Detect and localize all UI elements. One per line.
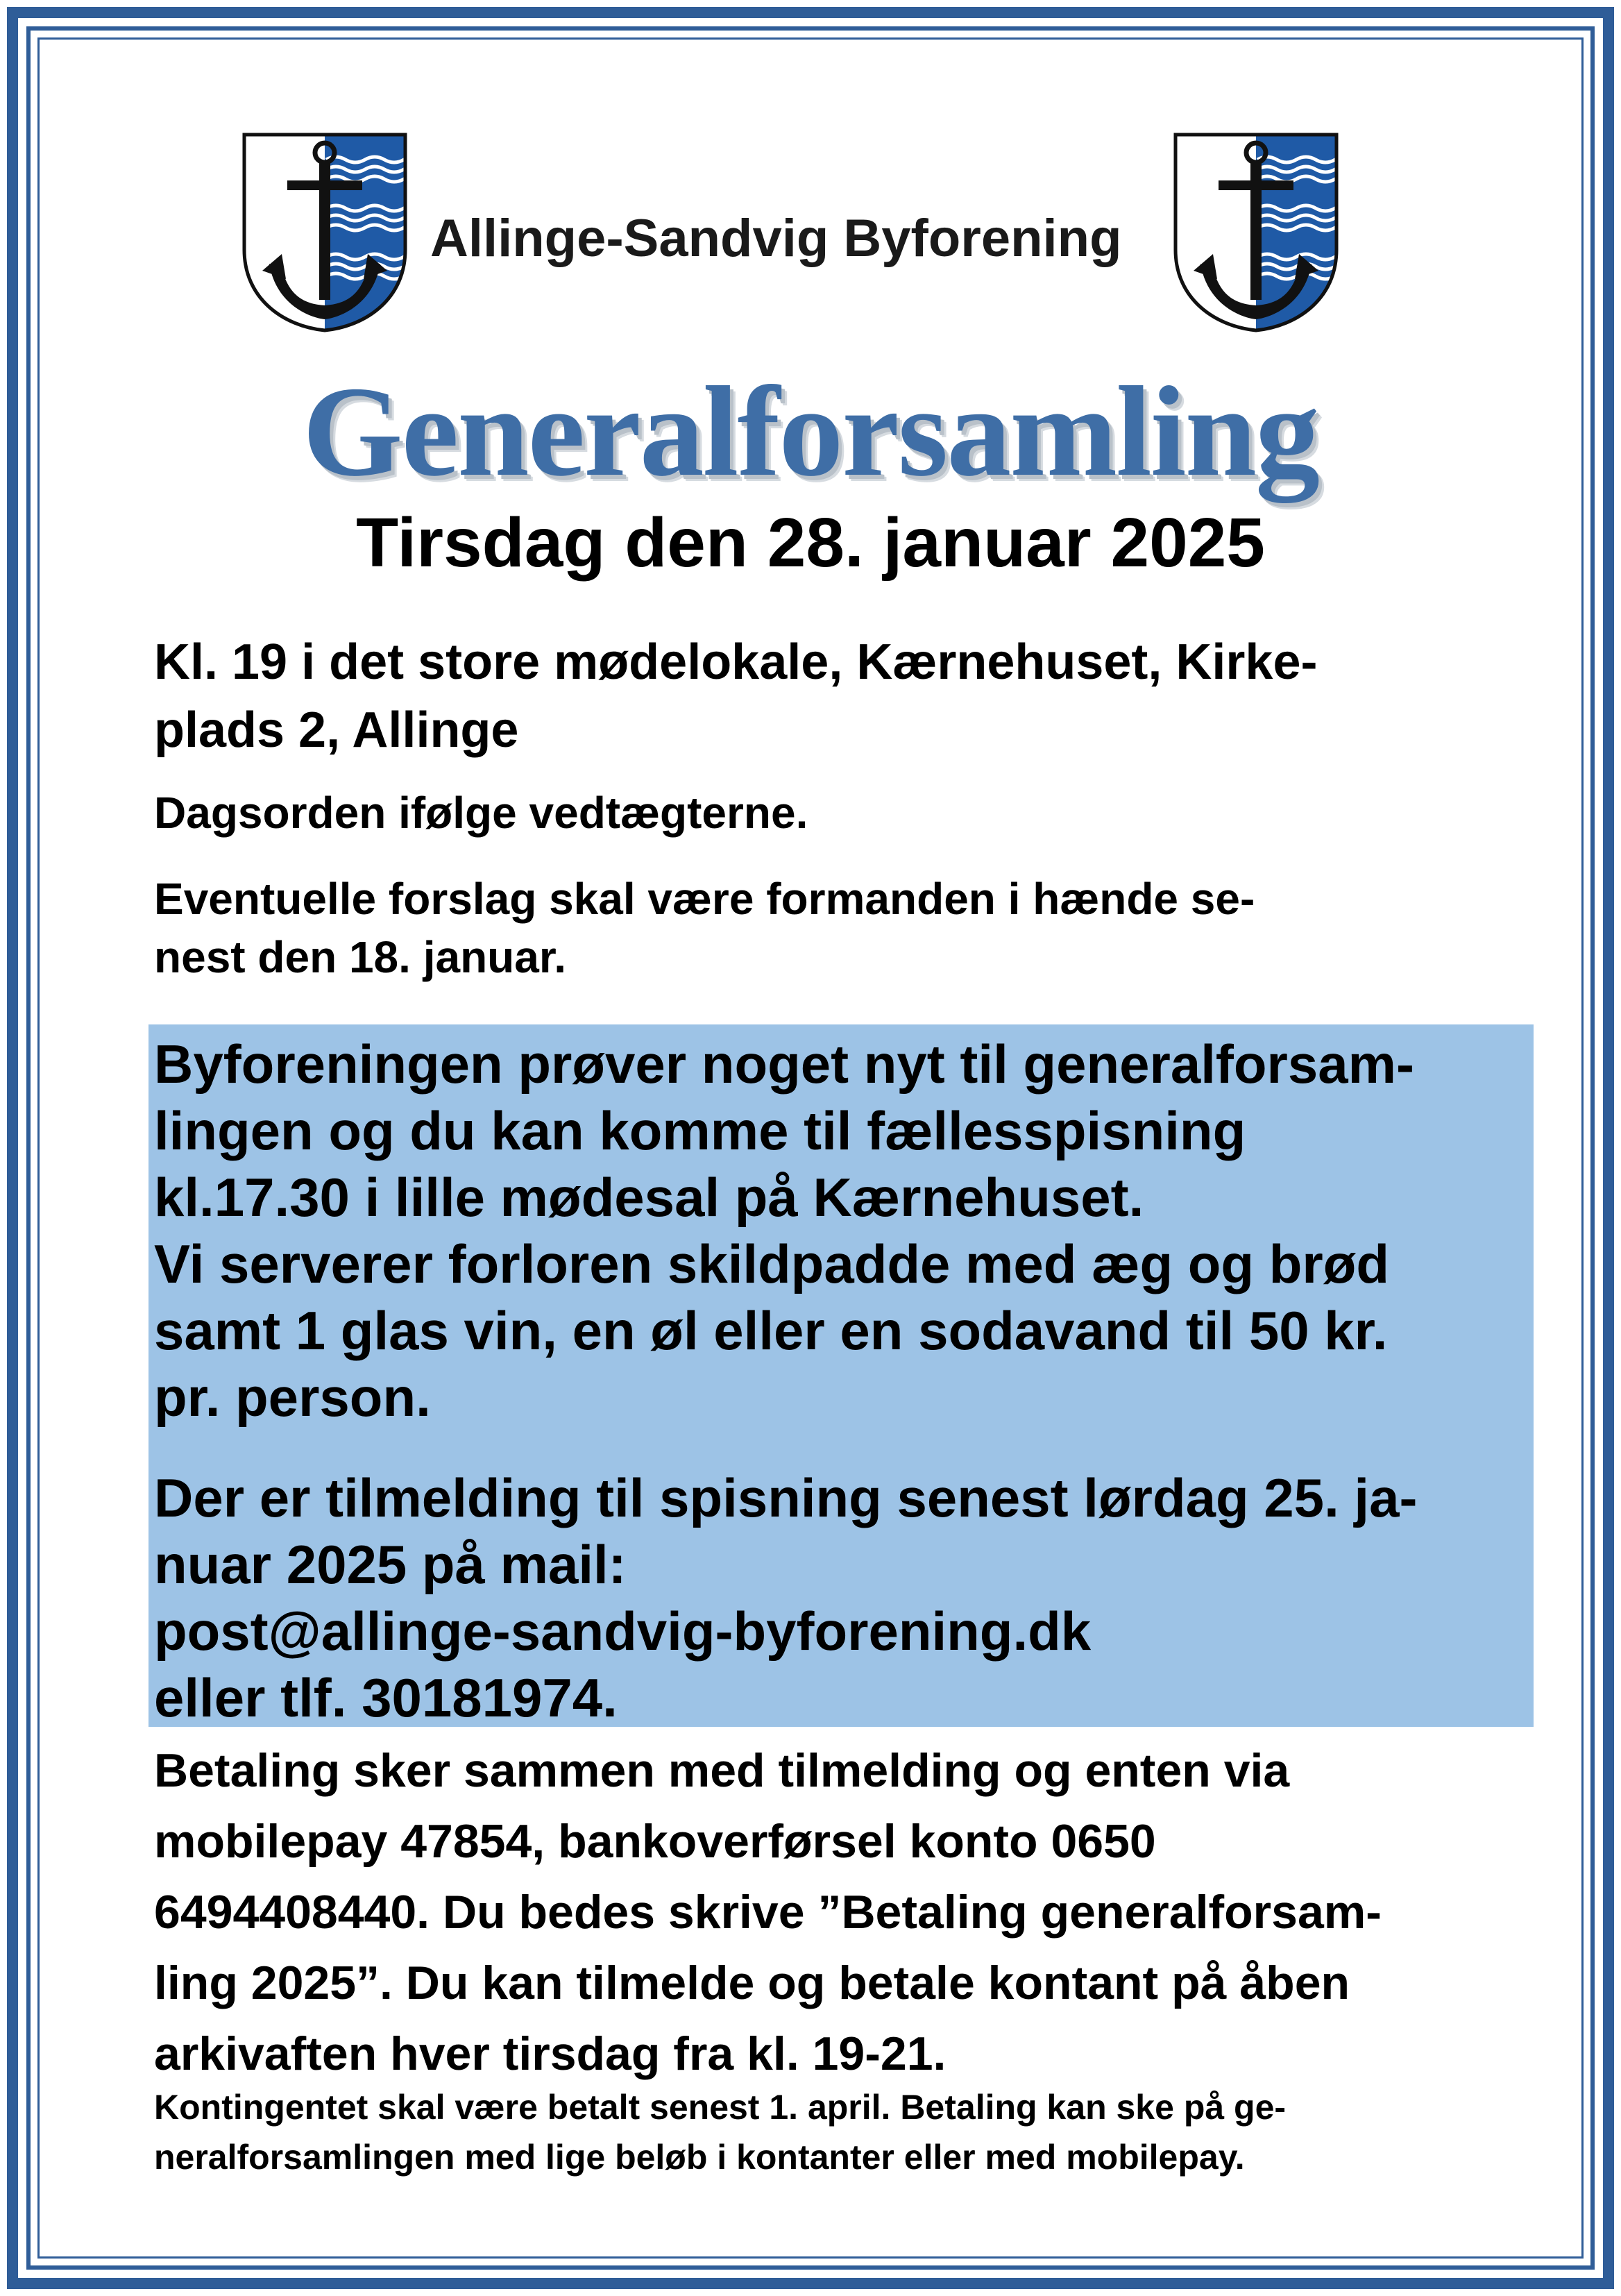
coat-of-arms-anchor-icon — [1173, 132, 1339, 333]
email-link[interactable]: post@allinge-sandvig-byforening.dk — [154, 1601, 1092, 1662]
event-date: Tirsdag den 28. januar 2025 — [356, 504, 1265, 582]
membership-fee-paragraph — [154, 2082, 1514, 2182]
payment-paragraph — [154, 1735, 1514, 2089]
text-line: Kontingentet skal være betalt senest 1. april. Betaling kan ske på ge- — [154, 2088, 1287, 2127]
text-line: neralforsamlingen med lige beløb i kontanter eller med mobilepay. — [154, 2138, 1245, 2177]
coat-of-arms-anchor-icon — [241, 132, 408, 333]
text-line: 6494408440. Du bedes skrive ”Betaling generalforsam- — [154, 1886, 1382, 1939]
text-line: mobilepay 47854, bankoverførsel konto 0650 — [154, 1815, 1156, 1868]
text-line: plads 2, Allinge — [154, 702, 519, 758]
text-line: pr. person. — [154, 1367, 431, 1428]
text-line: ling 2025”. Du kan tilmelde og betale kontant på åben — [154, 1957, 1350, 2009]
page-title: Generalforsamling — [302, 360, 1319, 503]
text-line: Vi serverer forloren skildpadde med æg og brød — [154, 1233, 1390, 1294]
organization-name: Allinge-Sandvig Byforening — [430, 209, 1122, 268]
text-line: Byforeningen prøver noget nyt til generalforsam- — [154, 1033, 1414, 1095]
text-line: Kl. 19 i det store mødelokale, Kærnehuset, Kirke- — [154, 634, 1318, 690]
text-line: kl.17.30 i lille mødesal på Kærnehuset. — [154, 1167, 1144, 1228]
text-line: Der er tilmelding til spisning senest lørdag 25. ja- — [154, 1467, 1418, 1528]
text-line: samt 1 glas vin, en øl eller en sodavand til 50 kr. — [154, 1300, 1388, 1361]
text-line: nest den 18. januar. — [154, 932, 566, 982]
text-line: nuar 2025 på mail: — [154, 1534, 627, 1595]
phone-line: eller tlf. 30181974. — [154, 1667, 618, 1728]
proposals-paragraph — [154, 870, 1514, 986]
text-line: lingen og du kan komme til fællesspisning — [154, 1100, 1246, 1161]
dinner-paragraph — [154, 1031, 1514, 1430]
text-line: arkivaften hver tirsdag fra kl. 19-21. — [154, 2027, 947, 2080]
text-line: Eventuelle forslag skal være formanden i hænde se- — [154, 874, 1255, 924]
agenda-paragraph: Dagsorden ifølge vedtægterne. — [154, 788, 808, 838]
signup-paragraph — [154, 1464, 1514, 1731]
text-line: Betaling sker sammen med tilmelding og enten via — [154, 1744, 1290, 1797]
location-paragraph — [154, 628, 1514, 764]
